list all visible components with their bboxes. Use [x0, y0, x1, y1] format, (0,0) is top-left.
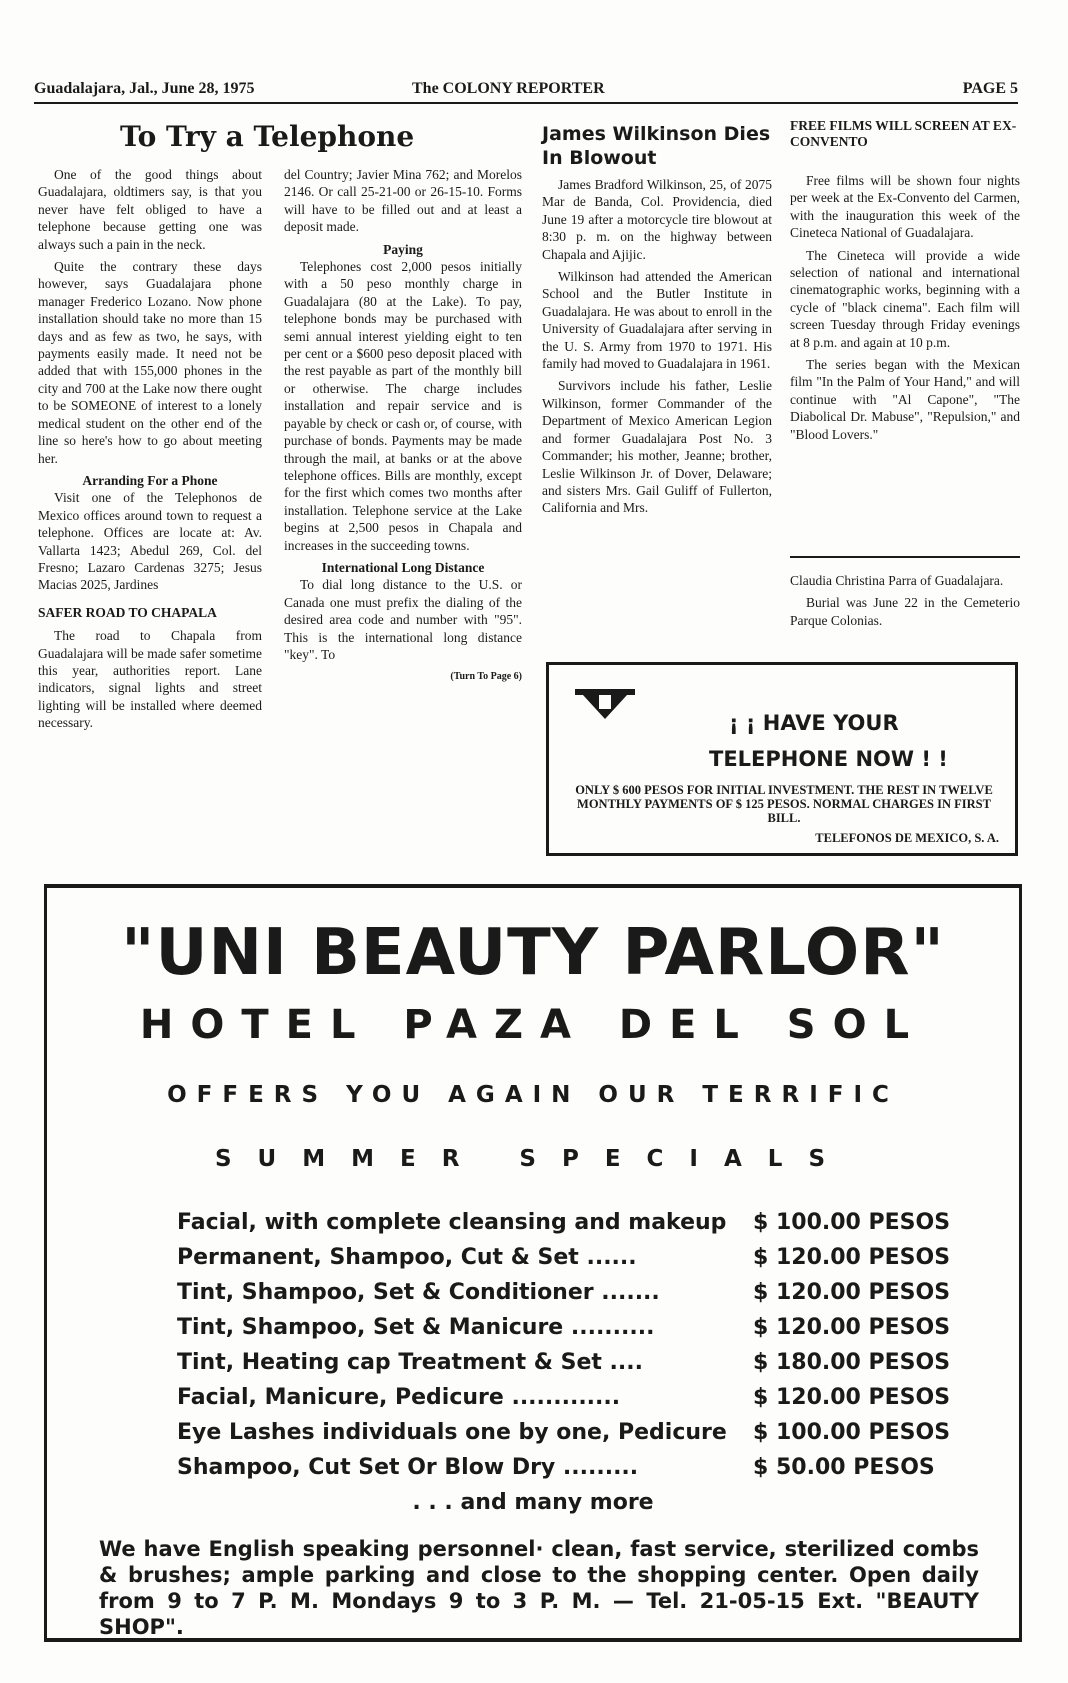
special-description: Tint, Heating cap Treatment & Set .... [177, 1350, 643, 1375]
special-description: Tint, Shampoo, Set & Manicure .......... [177, 1315, 655, 1340]
special-description: Tint, Shampoo, Set & Conditioner ....... [177, 1280, 660, 1305]
hotel-name: HOTEL PAZA DEL SOL [139, 1002, 927, 1048]
special-item [177, 1241, 951, 1276]
special-description: Facial, with complete cleansing and makeup [177, 1210, 727, 1235]
special-description: Permanent, Shampoo, Cut & Set ...... [177, 1245, 637, 1270]
special-item [177, 1276, 951, 1311]
special-item [177, 1451, 935, 1486]
telefonos-logo-icon [575, 687, 635, 721]
offers-line: OFFERS YOU AGAIN OUR TERRIFIC [167, 1082, 899, 1108]
paragraph: Claudia Christina Parra of Guadalajara. [790, 573, 1004, 588]
subheading: Paying [383, 241, 423, 257]
paragraph: Free films will be shown four nights per week at the Ex-Convento del Carmen, with the inauguration this week of the Cineteca National of Guadalajara. [790, 173, 1020, 241]
ad-line2: TELEPHONE NOW ! ! [709, 747, 948, 771]
special-description: Facial, Manicure, Pedicure ............. [177, 1385, 621, 1410]
jump-line: (Turn To Page 6) [450, 671, 522, 683]
special-price: $ 120.00 PESOS [753, 1385, 951, 1410]
paper-name: The COLONY REPORTER [412, 80, 605, 97]
specials-list [177, 1206, 951, 1486]
special-price: $ 120.00 PESOS [753, 1315, 951, 1340]
special-item [177, 1416, 951, 1451]
films-headline: FREE FILMS WILL SCREEN AT EX-CONVENTO [790, 118, 1017, 149]
many-more: . . . and many more [412, 1490, 654, 1515]
special-item [177, 1311, 951, 1346]
telephone-article-col2 [284, 166, 522, 686]
page-number: PAGE 5 [962, 80, 1018, 97]
subheading: Arranding For a Phone [82, 472, 218, 488]
special-item [177, 1206, 951, 1241]
ad-title: "UNI BEAUTY PARLOR" [121, 916, 945, 990]
wilkinson-continued [790, 572, 1020, 634]
beauty-parlor-ad [44, 884, 1022, 1642]
special-price: $ 120.00 PESOS [753, 1280, 951, 1305]
ad-footer: We have English speaking personnel· clean, fast service, sterilized combs & brushes; ample parking and close to the shopping center. Open daily from 9 to 7 P. M. Mondays 9 to 3 P. M. — Tel. 21-05-15 Ext. "BEAUTY SHOP". [99, 1537, 979, 1639]
paragraph: del Country; Javier Mina 762; and Morelos 2146. Or call 25-21-00 or 26-15-10. Forms will have to be filled out and at least a deposit made. [284, 167, 522, 235]
special-price: $ 120.00 PESOS [753, 1245, 951, 1270]
paragraph: Visit one of the Telephonos de Mexico offices around town to request a telephone. Offices are locate at: Av. Vallarta 1423; Abedul 269, Col. del Fresno; Lazaro Cardenas 3275; Jesus Macias 2025, Jardines [38, 490, 262, 593]
masthead [34, 80, 1018, 104]
special-price: $ 100.00 PESOS [753, 1210, 951, 1235]
wilkinson-headline: James Wilkinson Dies In Blowout [542, 123, 771, 169]
paragraph: Wilkinson had attended the American School and the Butler Institute in Guadalajara. He was about to enroll in the University of Guadalajara after serving in the U. S. Army from 1970 to 1971. His family had moved to Guadalajara in 1961. [542, 269, 772, 372]
special-item [177, 1346, 951, 1381]
column-divider [790, 556, 1020, 558]
telephone-headline: To Try a Telephone [120, 120, 415, 153]
paragraph: The road to Chapala from Guadalajara will be made safer sometime this year, authorities report. Lane indicators, signal lights and street lighting will be installed where deemed necessary. [38, 628, 262, 731]
paragraph: Burial was June 22 in the Cemeterio Parque Colonias. [790, 595, 1020, 628]
paragraph: Telephones cost 2,000 pesos initially with a 50 peso monthly charge in Guadalajara (80 at the Lake). To pay, telephone bonds may be purchased with semi annual interest yielding eight to ten per cent or a $600 peso deposit placed with the rest payable as part of the monthly bill or otherwise. The charge includes installation and repair service and is payable by check or cash or, of course, with purchase of bonds. Payments may be made through the mail, at banks or at the above telephone offices. Bills are monthly, except for the first which comes two months after installation. Telephone service at the Lake begins at 2,500 pesos in Chapala and increases in the succeeding towns. [284, 259, 522, 553]
road-headline: SAFER ROAD TO CHAPALA [38, 604, 217, 620]
special-price: $ 180.00 PESOS [753, 1350, 951, 1375]
special-item [177, 1381, 951, 1416]
subheading: International Long Distance [321, 559, 485, 575]
paragraph: One of the good things about Guadalajara, oldtimers say, is that you never have felt obliged to have a telephone because getting one was always such a pain in the neck. [38, 167, 262, 252]
summer-specials-heading: SUMMER SPECIALS [214, 1146, 852, 1172]
ad-body: ONLY $ 600 PESOS FOR INITIAL INVESTMENT. THE REST IN TWELVE MONTHLY PAYMENTS OF $ 125 PESOS. NORMAL CHARGES IN FIRST BILL. [575, 783, 993, 825]
paragraph: The Cineteca will provide a wide selection of national and international cinematographic works, beginning with a cycle of "black cinema". Each film will screen Tuesday through Friday evenings at 8 p.m. and again at 10 p.m. [790, 247, 1020, 350]
telephone-ad [546, 662, 1018, 856]
special-description: Shampoo, Cut Set Or Blow Dry ......... [177, 1455, 639, 1480]
dateline: Guadalajara, Jal., June 28, 1975 [34, 80, 255, 97]
paragraph: To dial long distance to the U.S. or Canada one must prefix the dialing of the desired area code and number with "95". This is the international long distance "key". To [284, 577, 522, 662]
telephone-article-col1 [38, 166, 262, 737]
ad-line1: ¡ ¡ HAVE YOUR [729, 711, 899, 735]
wilkinson-article [542, 176, 772, 522]
films-article [790, 172, 1020, 448]
special-price: $ 100.00 PESOS [753, 1420, 951, 1445]
paragraph: James Bradford Wilkinson, 25, of 2075 Mar de Banda, Col. Providencia, died June 19 after a motorcycle tire blowout at 8:30 p. m. on the highway between Chapala and Ajijic. [542, 177, 772, 262]
paragraph: Quite the contrary these days however, says Guadalajara phone manager Frederico Lozano. Now phone installation should take no more than 15 days and as few as two, he says, with payments easily made. It need not be added that with 155,000 phones in the city and 700 at the Lake now there ought to be SOMEONE of interest to a lonely medical student on the other end of the line so here's how to go about meeting her. [38, 259, 262, 466]
paragraph: Survivors include his father, Leslie Wilkinson, former Commander of the Department of Mexico American Legion and former Guadalajara Post No. 3 Commander; his mother, Jeanne; brother, Leslie Wilkinson Jr. of Dover, Delaware; and sisters Mrs. Gail Guliff of Fullerton, California and Mrs. [542, 378, 772, 516]
ad-signature: TELEFONOS DE MEXICO, S. A. [815, 831, 999, 845]
special-price: $ 50.00 PESOS [753, 1455, 935, 1480]
paragraph: The series began with the Mexican film "In the Palm of Your Hand," and will continue with "Al Capone", "The Diabolical Dr. Mabuse", "Repulsion," and "Blood Lovers." [790, 357, 1020, 442]
special-description: Eye Lashes individuals one by one, Pedicure [177, 1420, 727, 1445]
